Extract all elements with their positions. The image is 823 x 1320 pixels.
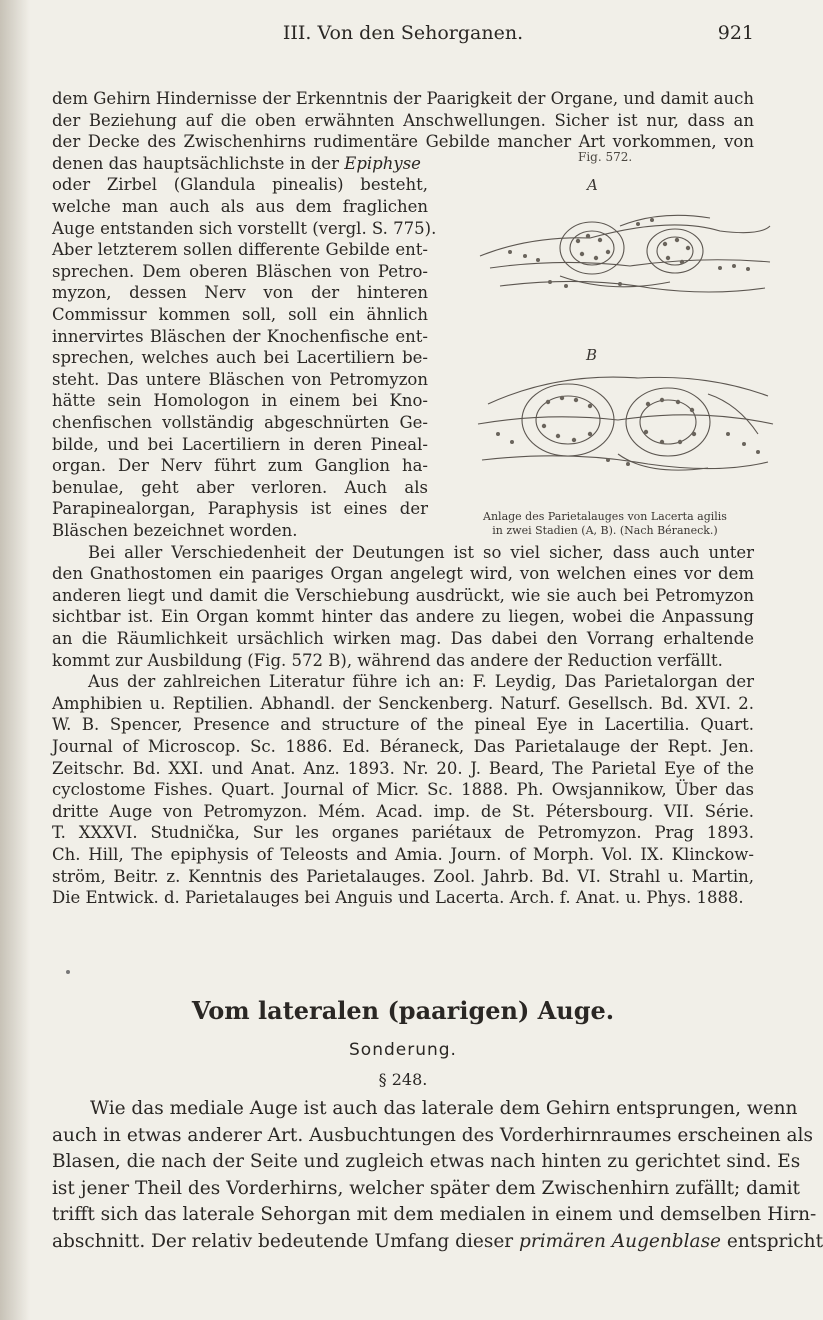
lit-line: cyclostome Fishes. Quart. Journal of Micr. Sc. 1888. Ph. Owsjannikow, Über das — [52, 780, 754, 800]
intro-line: der Beziehung auf die oben erwähnten Anschwellungen. Sicher ist nur, dass an — [52, 110, 754, 130]
after-line: sichtbar ist. Ein Organ kommt hinter das andere zu liegen, wobei die Anpassung — [52, 607, 754, 627]
narrow-line: sprechen. Dem oberen Bläschen von Petro- — [52, 261, 428, 281]
body-line: auch in etwas anderer Art. Ausbuchtungen des Vorderhirnraumes erscheinen als — [52, 1124, 813, 1146]
body-line: Blasen, die nach der Seite und zugleich etwas nach hinten zu gerichtet sind. Es — [52, 1151, 801, 1172]
narrow-line: steht. Das untere Bläschen von Petromyzon — [52, 369, 428, 389]
narrow-line: hätte sein Homologon in einem bei Kno- — [52, 391, 428, 411]
lit-line: dritte Auge von Petromyzon. Mém. Acad. imp. de St. Pétersbourg. VII. Série. — [52, 801, 754, 821]
narrow-line: chenfischen vollständig abgeschnürten Ge- — [52, 413, 428, 432]
lit-line: W. B. Spencer, Presence and structure of the pineal Eye in Lacertilia. Quart. — [52, 715, 754, 735]
narrow-line: sprechen, welches auch bei Lacertiliern be- — [52, 348, 428, 368]
narrow-line: Auge entstanden sich vorstellt (vergl. S. 775). — [52, 218, 437, 238]
lit-line: Journal of Microscop. Sc. 1886. Ed. Béraneck, Das Parietalauge der Rept. Jen. — [52, 737, 754, 756]
page-gutter-shadow — [0, 0, 30, 1320]
body-line: ist jener Theil des Vorderhirns, welcher später dem Zwischenhirn zufällt; damit — [52, 1177, 800, 1199]
figure-panel-a-label: A — [587, 176, 598, 194]
lit-line: ström, Beitr. z. Kenntnis des Parietalauges. Zool. Jahrb. Bd. VI. Strahl u. Martin, — [52, 866, 754, 886]
narrow-line: Bläschen bezeichnet worden. — [52, 521, 298, 540]
narrow-line: benulae, geht aber verloren. Auch als — [52, 477, 428, 497]
lit-line: T. XXXVI. Studnička, Sur les organes pariétaux de Petromyzon. Prag 1893. — [52, 823, 754, 843]
figure-label: Fig. 572. — [578, 150, 633, 164]
after-line: Bei aller Verschiedenheit der Deutungen ist so viel sicher, dass auch unter — [88, 542, 754, 562]
after-line: an die Räumlichkeit ursächlich wirken mag. Das dabei den Vorrang erhaltende — [52, 629, 754, 648]
bullet-mark — [66, 970, 70, 974]
running-header — [52, 18, 754, 48]
intro-line: der Decke des Zwischenhirns rudimentäre Gebilde mancher Art vorkommen, von — [52, 132, 754, 152]
section-heading: Vom lateralen (paarigen) Auge. — [191, 996, 615, 1025]
body-line: Wie das mediale Auge ist auch das laterale dem Gehirn entsprungen, wenn — [90, 1098, 798, 1119]
intro-line: denen das hauptsächlichste in der Epiphyse — [52, 153, 421, 173]
narrow-line: welche man auch als aus dem fraglichen — [52, 197, 428, 216]
section-subheading: Sonderung. — [349, 1040, 457, 1060]
body-line: trifft sich das laterale Sehorgan mit dem medialen in einem und demselben Hirn- — [52, 1204, 817, 1225]
lit-line: Die Entwick. d. Parietalauges bei Anguis und Lacerta. Arch. f. Anat. u. Phys. 1888. — [52, 888, 744, 908]
section-number: § 248. — [378, 1070, 428, 1089]
narrow-line: innervirtes Bläschen der Knochenfische ent- — [52, 326, 428, 346]
figure-caption-text-1: Anlage des Parietalauges von Lacerta agilis — [483, 510, 727, 523]
after-line: anderen liegt und damit die Verschiebung ausdrückt, wie sie auch bei Petromyzon — [52, 585, 754, 605]
lit-line: Ch. Hill, The epiphysis of Teleosts and Amia. Journ. of Morph. Vol. IX. Klinckow- — [52, 845, 754, 864]
narrow-line: myzon, dessen Nerv von der hinteren — [52, 283, 428, 303]
figure-caption-line-2 — [432, 524, 778, 538]
page-number: 921 — [717, 22, 754, 44]
running-title: III. Von den Sehorganen. — [282, 22, 524, 44]
narrow-line: organ. Der Nerv führt zum Ganglion ha- — [52, 456, 428, 476]
figure-panel-b-label: B — [586, 346, 598, 364]
body-line: abschnitt. Der relativ bedeutende Umfang dieser primären Augenblase entspricht — [52, 1230, 823, 1252]
after-line: kommt zur Ausbildung (Fig. 572 B), während das andere der Reduction verfällt. — [52, 650, 723, 670]
lit-line: Amphibien u. Reptilien. Abhandl. der Senckenberg. Naturf. Gesellsch. Bd. XVI. 2. — [52, 693, 754, 713]
narrow-line: oder Zirbel (Glandula pinealis) besteht, — [52, 175, 428, 195]
narrow-line: Commissur kommen soll, soll ein ähnlich — [52, 305, 428, 324]
figure-caption-line-1 — [432, 510, 778, 524]
lit-line: Aus der zahlreichen Literatur führe ich an: F. Leydig, Das Parietalorgan der — [88, 672, 754, 692]
intro-line: dem Gehirn Hindernisse der Erkenntnis der Paarigkeit der Organe, und damit auch — [52, 89, 754, 108]
narrow-line: Parapinealorgan, Paraphysis ist eines der — [52, 499, 428, 519]
after-line: den Gnathostomen ein paariges Organ angelegt wird, von welchen eines vor dem — [52, 564, 754, 584]
narrow-line: bilde, und bei Lacertiliern in deren Pineal- — [52, 434, 428, 454]
lit-line: Zeitschr. Bd. XXI. und Anat. Anz. 1893. Nr. 20. J. Beard, The Parietal Eye of the — [52, 758, 754, 778]
figure-panel-a-drawing — [470, 196, 780, 308]
figure-panel-b-drawing — [468, 364, 780, 492]
narrow-line: Aber letzterem sollen differente Gebilde ent- — [52, 240, 428, 260]
figure-caption-text-2: in zwei Stadien (A, B). (Nach Béraneck.) — [492, 524, 718, 537]
